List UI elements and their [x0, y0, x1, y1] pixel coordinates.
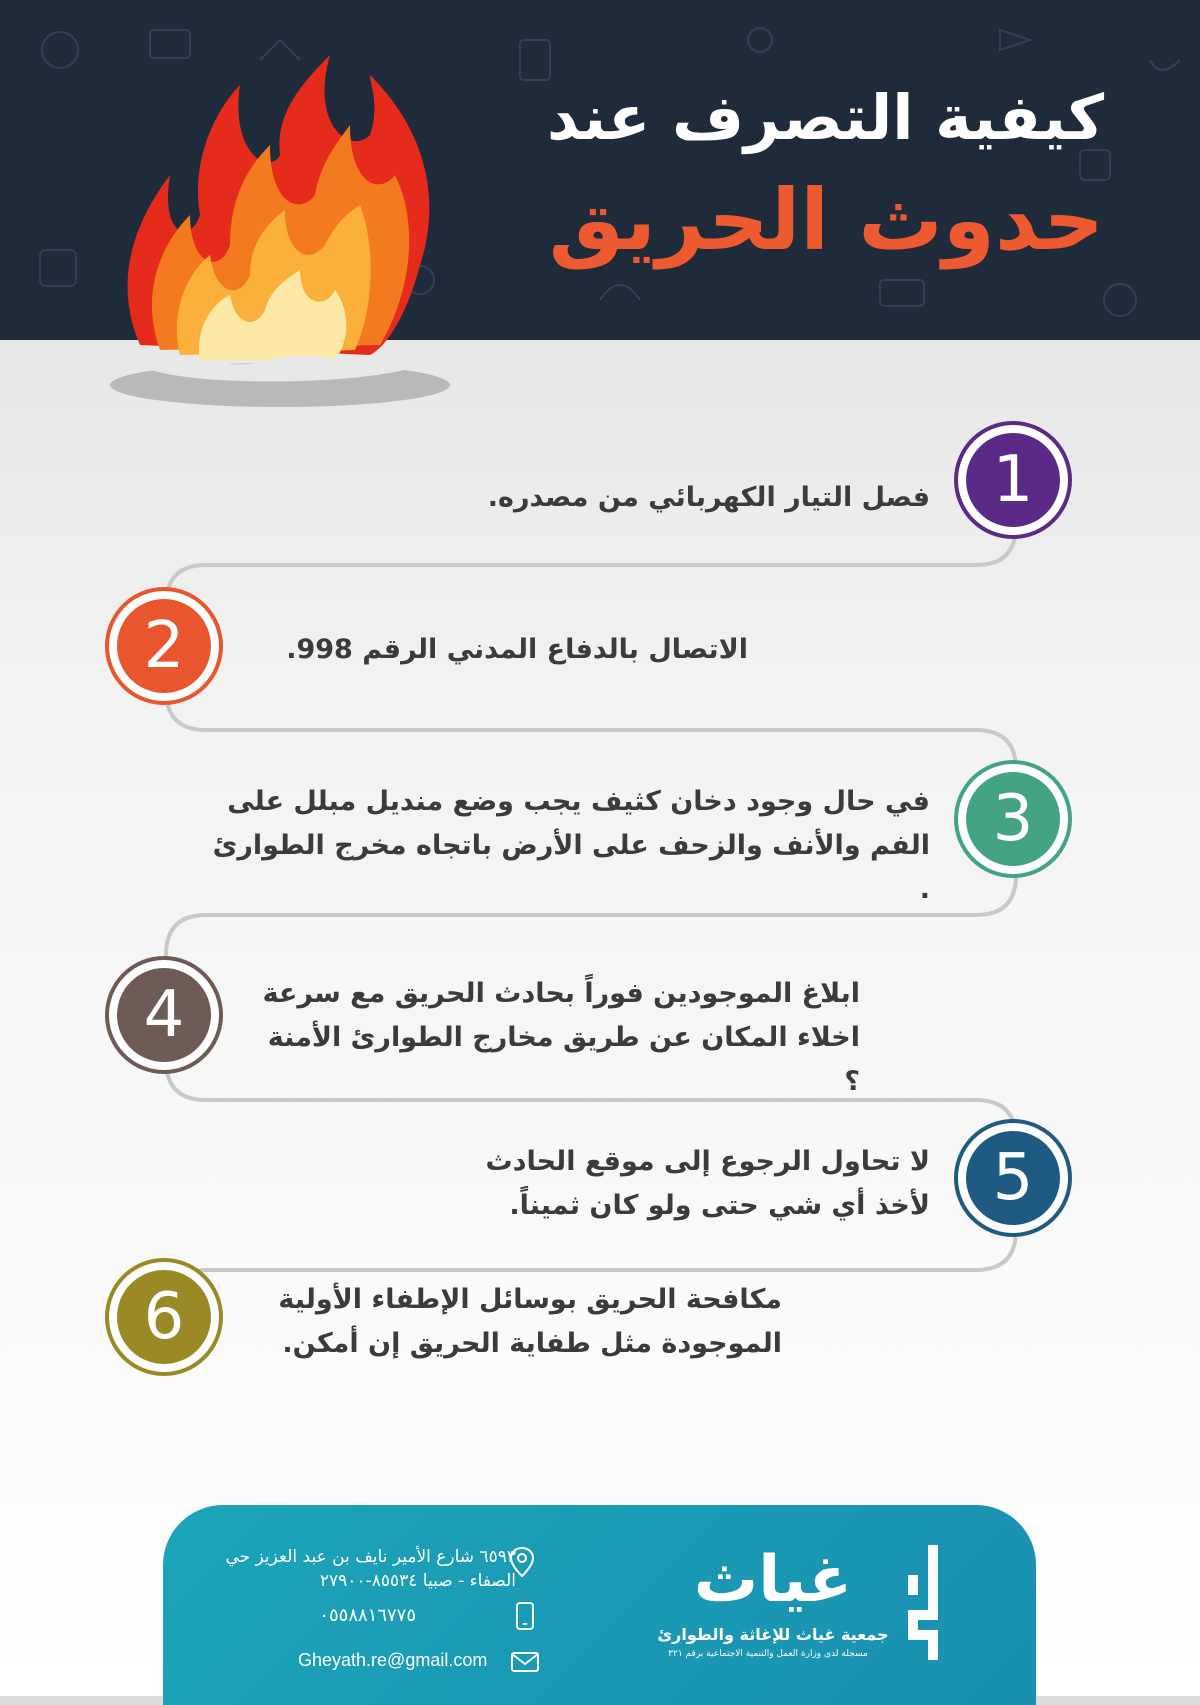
step-1-text: فصل التيار الكهربائي من مصدره.: [487, 482, 930, 513]
page-title-line1: كيفية التصرف عند: [546, 81, 1104, 154]
step-6-badge: [105, 1258, 223, 1376]
step-4-badge: [105, 956, 223, 1074]
step-5-text: لا تحاول الرجوع إلى موقع الحادث لأخذ أي شي حتى ولو كان ثميناً.: [485, 1146, 930, 1221]
step-2-number: 2: [117, 599, 211, 693]
footer-contact-panel: [163, 1505, 1036, 1705]
step-4-text: ابلاغ الموجودين فوراً بحادث الحريق مع سرعة اخلاء المكان عن طريق مخارج الطوارئ الأمنة ؟: [262, 978, 860, 1097]
step-2-text: الاتصال بالدفاع المدني الرقم 998.: [286, 634, 748, 665]
fire-icon: [100, 45, 480, 425]
step-1-badge: [954, 421, 1072, 539]
page-title-line2: حدوث الحريق: [548, 171, 1104, 269]
email-icon: [509, 1645, 543, 1679]
footer-phone[interactable]: ٠٥٥٨٨١٦٧٧٥: [319, 1605, 416, 1626]
logo-subtitle: جمعية غياث للإغاثة والطوارئ: [657, 1625, 889, 1644]
step-3-text: في حال وجود دخان كثيف يجب وضع منديل مبلل على الفم والأنف والزحف على الأرض باتجاه مخرج الطوارئ .: [212, 786, 930, 905]
logo-registration: مسجلة لدى وزارة العمل والتنمية الاجتماعية برقم ٣٢١: [668, 1649, 868, 1659]
footer-address: ٦٥٩٣ شارع الأمير نايف بن عبد العزيز حي الصفاء - صبيا ٨٥٥٣٤-٢٧٩٠٠: [225, 1547, 516, 1591]
step-5-number: 5: [966, 1131, 1060, 1225]
step-5-badge: [954, 1119, 1072, 1237]
footer-email[interactable]: Gheyath.re@gmail.com: [298, 1650, 488, 1670]
phone-icon: [509, 1600, 543, 1634]
step-6-number: 6: [117, 1270, 211, 1364]
step-4-number: 4: [117, 968, 211, 1062]
step-1-number: 1: [966, 433, 1060, 527]
step-3-badge: [954, 760, 1072, 878]
step-2-badge: [105, 587, 223, 705]
logo-mark-icon: [888, 1535, 958, 1665]
logo-wordmark: غياث: [693, 1543, 853, 1617]
step-3-number: 3: [966, 772, 1060, 866]
step-6-text: مكافحة الحريق بوسائل الإطفاء الأولية الموجودة مثل طفاية الحريق إن أمكن.: [278, 1284, 782, 1359]
